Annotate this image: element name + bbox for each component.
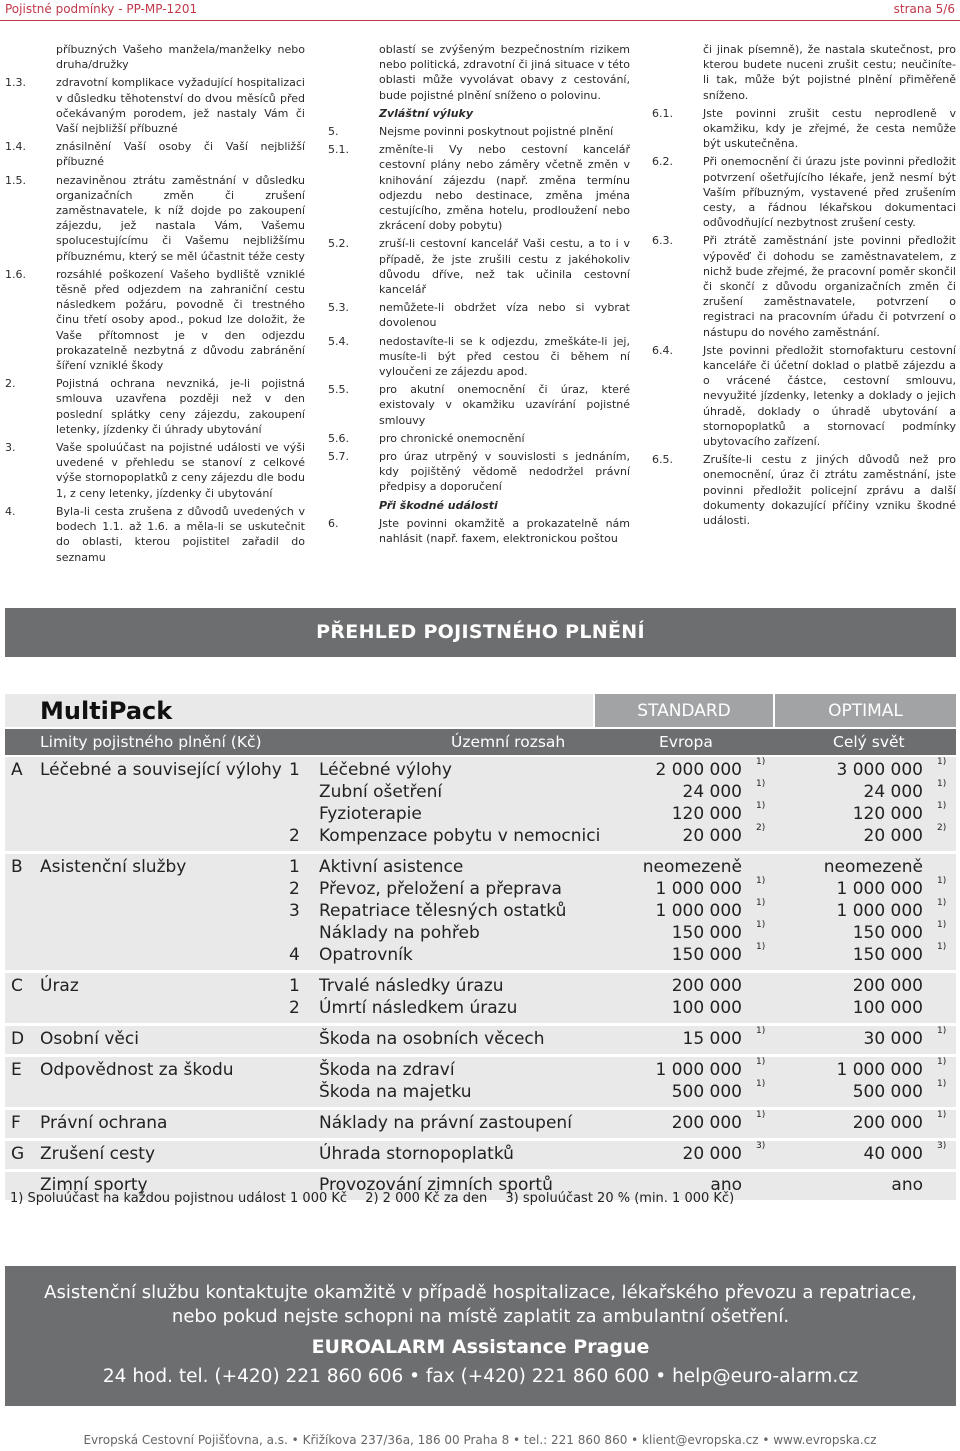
value-standard: 200 000 bbox=[671, 976, 742, 996]
text-column-3 bbox=[652, 42, 956, 531]
clause: 5.4. nedostavíte-li se k odjezdu, zmeškáte-li jej, musíte-li být před cestou či během ní vyloučeni ze zájezdu apod. bbox=[328, 334, 630, 379]
plan-optimal-header: OPTIMAL bbox=[775, 694, 956, 727]
footnote-ref: 1) bbox=[756, 876, 766, 886]
product-header bbox=[5, 694, 593, 727]
benefit-name: Kompenzace pobytu v nemocnici bbox=[319, 826, 601, 846]
benefit-row bbox=[5, 876, 956, 901]
benefit-name: Aktivní asistence bbox=[319, 857, 464, 877]
value-optimal: 3 000 000 bbox=[836, 760, 923, 780]
row-number: 3 bbox=[289, 901, 300, 921]
row-number: 2 bbox=[289, 879, 300, 899]
footnote-ref: 1) bbox=[756, 757, 766, 767]
clause: 6.2. Při onemocnění či úrazu jste povinni předložit potvrzení ošetřujícího lékaře, jenž nesmí být Vaším příbuzným, vystavené před zrušením cesty, a řádnou lékařskou dokumentaci odůvodňující nezbytnost zrušení cesty. bbox=[652, 155, 956, 230]
limits-label: Limity pojistného plnění (Kč) bbox=[40, 733, 262, 751]
benefit-name: Škoda na majetku bbox=[319, 1082, 472, 1102]
value-optimal: 1 000 000 bbox=[836, 879, 923, 899]
assistance-contact-box bbox=[5, 1266, 956, 1406]
benefit-block bbox=[5, 854, 956, 970]
block-letter: F bbox=[11, 1113, 21, 1133]
footnote-ref: 1) bbox=[756, 801, 766, 811]
clause: 5.7. pro úraz utrpěný v souvislosti s jednáním, kdy pojištěný vědomě nedodržel právní předpisy a doporučení bbox=[328, 450, 630, 494]
footnote-ref: 1) bbox=[937, 801, 947, 811]
benefit-name: Provozování zimních sportů bbox=[319, 1175, 553, 1195]
value-standard: neomezeně bbox=[642, 857, 742, 877]
value-standard: 20 000 bbox=[682, 826, 742, 846]
clause: 6.3. Při ztrátě zaměstnání jste povinni předložit výpověď či dohodu se zaměstnavatelem, z nichž bude zřejmé, že pracovní poměr skončil či skončí z důvodu organizačních změn či zrušení zaměstnavatele, potvrzení o registraci na pracovním úřadu či potvrzení o nástupu do nového zaměstnání. bbox=[652, 234, 956, 339]
value-standard: 150 000 bbox=[671, 923, 742, 943]
block-category: Léčebné a související výlohy bbox=[40, 760, 282, 780]
footnote-ref: 1) bbox=[937, 1026, 947, 1036]
footnote-ref: 1) bbox=[937, 757, 947, 767]
benefit-block bbox=[5, 1110, 956, 1138]
clause: 5.1. změníte-li Vy nebo cestovní kancelář cestovní plány nebo záměry včetně změn v knihování zájezdu (např. změna termínu odjezdu nebo destinace, změna jména cestujícího, změna hotelu, prodloužení nebo zkrácení doby pobytu) bbox=[328, 143, 630, 233]
value-standard: ano bbox=[710, 1175, 742, 1195]
table-subheader bbox=[5, 729, 956, 755]
value-optimal: 200 000 bbox=[852, 1113, 923, 1133]
row-number: 2 bbox=[289, 826, 300, 846]
clause: 5.2. zruší-li cestovní kancelář Vaši cestu, a to i v případě, že jste zrušili cestu z jakéhokoliv důvodu dříve, než tak učinila cestovní kancelář bbox=[328, 237, 630, 297]
footnote-ref: 1) bbox=[937, 876, 947, 886]
clause: 5.6. pro chronické onemocnění bbox=[328, 431, 525, 445]
block-letter: E bbox=[11, 1060, 22, 1080]
footnote-ref: 2) bbox=[756, 823, 766, 833]
value-standard: 500 000 bbox=[671, 1082, 742, 1102]
clause: 6.4. Jste povinni předložit stornofakturu cestovní kanceláře či účetní doklad o platbě zájezdu a o vrácené částce, cestovní smlouvu, nevyužité jízdenky, letenky a doklady o jejich úhradě, doklady o úhradě ubytování a stornopoplatků a stornovací podmínky ubytovacího zařízení. bbox=[652, 343, 956, 449]
block-category: Úraz bbox=[40, 976, 79, 996]
benefit-row bbox=[5, 1141, 956, 1166]
benefits-table bbox=[5, 694, 956, 1195]
header-rule bbox=[0, 20, 960, 21]
benefit-block bbox=[5, 1026, 956, 1054]
block-category: Odpovědnost za škodu bbox=[40, 1060, 234, 1080]
value-optimal: 150 000 bbox=[852, 945, 923, 965]
footnote-ref: 1) bbox=[937, 1110, 947, 1120]
benefit-name: Zubní ošetření bbox=[319, 782, 443, 802]
benefit-name: Opatrovník bbox=[319, 945, 413, 965]
value-optimal: 150 000 bbox=[852, 923, 923, 943]
clause: 3. Vaše spoluúčast na pojistné události ve výši uvedené v přehledu se stanoví z celkové výše stornopoplatků z ceny zájezdu dle bodu 1, z ceny letenky, jízdenky či ubytování bbox=[5, 441, 305, 500]
value-standard: 24 000 bbox=[682, 782, 742, 802]
document-title: Pojistné podmínky - PP-MP-1201 bbox=[5, 2, 198, 16]
block-letter: G bbox=[11, 1144, 25, 1164]
benefit-name: Úmrtí následkem úrazu bbox=[319, 998, 518, 1018]
plan-standard-header: STANDARD bbox=[595, 694, 773, 727]
paragraph: či jinak písemně), že nastala skutečnost, pro kterou budete nuceni zrušit cestu; neučiníte-li tak, může být pojistné plnění přiměřeně sníženo. bbox=[703, 43, 956, 102]
benefit-row bbox=[5, 998, 956, 1020]
benefit-name: Trvalé následky úrazu bbox=[319, 976, 504, 996]
territory-standard: Evropa bbox=[659, 733, 713, 751]
block-category: Asistenční služby bbox=[40, 857, 187, 877]
footnote-ref: 1) bbox=[756, 1110, 766, 1120]
block-letter: B bbox=[11, 857, 23, 877]
clause: 2. Pojistná ochrana nevzniká, je-li pojistná smlouva uzavřena později než v den poslední splátky ceny zájezdu, zakoupení letenky, jízdenky či úhrady ubytování bbox=[5, 377, 305, 436]
footnote-ref: 1) bbox=[756, 1079, 766, 1089]
benefit-row bbox=[5, 757, 956, 782]
clause: 4. Byla-li cesta zrušena z důvodů uvedených v bodech 1.1. až 1.6. a měla-li se uskutečnit do oblasti, kterou pojistitel zařadil do seznamu bbox=[5, 504, 305, 564]
value-standard: 20 000 bbox=[682, 1144, 742, 1164]
clause: 1.5. nezaviněnou ztrátu zaměstnání v důsledku organizačních změn či zrušení zaměstnavatele, k níž dojde po zakoupení zájezdu, jež nastala Vám, Vašemu spolucestujícímu či Vašemu nejbližšímu příbuznému, který se měl účastnit téže cesty bbox=[5, 173, 305, 263]
footnote-ref: 2) bbox=[937, 823, 947, 833]
value-optimal: 100 000 bbox=[852, 998, 923, 1018]
value-optimal: 1 000 000 bbox=[836, 1060, 923, 1080]
value-optimal: neomezeně bbox=[823, 857, 923, 877]
block-category: Zrušení cesty bbox=[40, 1144, 156, 1164]
contact-line: Asistenční službu kontaktujte okamžitě v případě hospitalizace, lékařského převozu a repatriace, bbox=[44, 1282, 917, 1303]
benefit-name: Fyzioterapie bbox=[319, 804, 422, 824]
value-standard: 15 000 bbox=[682, 1029, 742, 1049]
benefit-row bbox=[5, 920, 956, 945]
benefit-block bbox=[5, 1141, 956, 1169]
benefit-row bbox=[5, 823, 956, 848]
footnote-ref: 3) bbox=[756, 1141, 766, 1151]
block-category: Zimní sporty bbox=[40, 1175, 148, 1195]
value-standard: 100 000 bbox=[671, 998, 742, 1018]
clause: 6.1. Jste povinni zrušit cestu neprodleně v okamžiku, kdy je zřejmé, že cesta nemůže být uskutečněna. bbox=[652, 106, 956, 151]
block-letter: A bbox=[11, 760, 23, 780]
footnote-ref: 1) bbox=[756, 942, 766, 952]
clause: příbuzných Vašeho manžela/manželky nebo druha/družky bbox=[56, 43, 305, 72]
footnote-ref: 1) bbox=[937, 779, 947, 789]
footnote: 1) Spoluúčast na každou pojistnou událost 1 000 Kč bbox=[10, 1191, 348, 1206]
product-name: MultiPack bbox=[40, 697, 173, 725]
clause: 1.3. zdravotní komplikace vyžadující hospitalizaci v důsledku těhotenství do dvou měsíců před očekávaným porodem, jež nastaly Vám či Vaší nejbližší příbuzné bbox=[5, 76, 305, 136]
value-optimal: 40 000 bbox=[863, 1144, 923, 1164]
assistance-name: EUROALARM Assistance Prague bbox=[311, 1336, 650, 1358]
block-letter: D bbox=[11, 1029, 25, 1049]
footnote-ref: 1) bbox=[937, 1079, 947, 1089]
assistance-phones: 24 hod. tel. (+420) 221 860 606 • fax (+420) 221 860 600 • help@euro-alarm.cz bbox=[102, 1366, 859, 1387]
benefit-row bbox=[5, 942, 956, 967]
value-standard: 2 000 000 bbox=[655, 760, 742, 780]
benefit-row bbox=[5, 1026, 956, 1051]
value-standard: 1 000 000 bbox=[655, 879, 742, 899]
page-footer: Evropská Cestovní Pojišťovna, a.s. • Křižíkova 237/36a, 186 00 Praha 8 • tel.: 221 860 860 • klient@evropska.cz • www.evropska.cz bbox=[83, 1433, 877, 1447]
footnote-ref: 1) bbox=[756, 898, 766, 908]
clause: 5. Nejsme povinni poskytnout pojistné plnění bbox=[328, 125, 614, 139]
footnote-ref: 1) bbox=[756, 1057, 766, 1067]
footnote-ref: 1) bbox=[937, 1057, 947, 1067]
benefit-row bbox=[5, 976, 956, 998]
benefit-row bbox=[5, 1057, 956, 1082]
benefit-block bbox=[5, 1057, 956, 1107]
benefit-row bbox=[5, 1079, 956, 1104]
footnote-ref: 1) bbox=[756, 920, 766, 930]
value-optimal: 20 000 bbox=[863, 826, 923, 846]
benefit-name: Repatriace tělesných ostatků bbox=[319, 901, 567, 921]
value-standard: 1 000 000 bbox=[655, 901, 742, 921]
row-number: 1 bbox=[289, 857, 300, 877]
value-standard: 1 000 000 bbox=[655, 1060, 742, 1080]
value-optimal: 200 000 bbox=[852, 976, 923, 996]
value-standard: 120 000 bbox=[671, 804, 742, 824]
benefit-block bbox=[5, 973, 956, 1023]
value-optimal: 30 000 bbox=[863, 1029, 923, 1049]
text-column-1 bbox=[5, 42, 305, 568]
text-column-2 bbox=[328, 42, 630, 549]
section-heading: Při škodné události bbox=[379, 498, 498, 512]
value-optimal: 120 000 bbox=[852, 804, 923, 824]
benefit-block bbox=[5, 757, 956, 851]
clause: 5.5. pro akutní onemocnění či úraz, které existovaly v okamžiku uzavírání pojistné smlouvy bbox=[328, 383, 630, 427]
clause: 6. Jste povinni okamžitě a prokazatelně nám nahlásit (např. faxem, elektronickou poštou bbox=[328, 516, 630, 546]
block-letter: C bbox=[11, 976, 23, 996]
benefit-row bbox=[5, 779, 956, 804]
territory-label: Územní rozsah bbox=[451, 733, 566, 751]
block-category: Právní ochrana bbox=[40, 1113, 168, 1133]
value-optimal: ano bbox=[891, 1175, 923, 1195]
benefit-name: Léčebné výlohy bbox=[319, 760, 452, 780]
page-header bbox=[0, 0, 960, 20]
benefit-name: Škoda na osobních věcech bbox=[319, 1029, 545, 1049]
row-number: 2 bbox=[289, 998, 300, 1018]
row-number: 4 bbox=[289, 945, 300, 965]
section-heading: Zvláštní výluky bbox=[379, 106, 474, 120]
section-banner: PŘEHLED POJISTNÉHO PLNĚNÍ bbox=[5, 608, 956, 657]
benefit-row bbox=[5, 801, 956, 826]
value-standard: 200 000 bbox=[671, 1113, 742, 1133]
footnote-ref: 1) bbox=[937, 942, 947, 952]
benefit-row bbox=[5, 1110, 956, 1135]
benefit-row bbox=[5, 898, 956, 923]
contact-line: nebo pokud nejste schopni na místě zaplatit za ambulantní ošetření. bbox=[171, 1306, 790, 1327]
benefit-name: Převoz, přeložení a přeprava bbox=[319, 879, 562, 899]
clause: 1.4. znásilnění Vaší osoby či Vaší nejbližší příbuzné bbox=[5, 140, 305, 169]
value-optimal: 500 000 bbox=[852, 1082, 923, 1102]
benefit-name: Náklady na právní zastoupení bbox=[319, 1113, 572, 1133]
page-number: strana 5/6 bbox=[893, 2, 955, 16]
benefit-row bbox=[5, 857, 956, 879]
row-number: 1 bbox=[289, 976, 300, 996]
footnote: 2) 2 000 Kč za den bbox=[365, 1191, 488, 1206]
clause: 5.3. nemůžete-li obdržet víza nebo si vybrat dovolenou bbox=[328, 301, 630, 330]
clause: 6.5. Zrušíte-li cestu z jiných důvodů než pro onemocnění, úraz či ztrátu zaměstnání, jste povinni předložit policejní zprávu a další dokumenty dokazující příčiny vzniku škodné události. bbox=[652, 453, 956, 528]
territory-optimal: Celý svět bbox=[833, 733, 905, 751]
footnote-ref: 1) bbox=[756, 1026, 766, 1036]
footnote-ref: 1) bbox=[937, 898, 947, 908]
benefit-name: Škoda na zdraví bbox=[319, 1060, 455, 1080]
benefit-name: Náklady na pohřeb bbox=[319, 923, 480, 943]
row-number: 1 bbox=[289, 760, 300, 780]
value-optimal: 24 000 bbox=[863, 782, 923, 802]
footnote-ref: 3) bbox=[937, 1141, 947, 1151]
value-standard: 150 000 bbox=[671, 945, 742, 965]
footnotes bbox=[10, 1191, 748, 1206]
footnote-ref: 1) bbox=[756, 779, 766, 789]
value-optimal: 1 000 000 bbox=[836, 901, 923, 921]
clause: 1.6. rozsáhlé poškození Vašeho bydliště vzniklé těsně před odjezdem na zahraniční cestu následkem požáru, povodně či trestného činu třetí osoby apod., pokud lze doložit, že Vaše přítomnost je v den odjezdu prokazatelně nezbytná z důvodu zabránění šíření vzniklé škody bbox=[5, 267, 305, 373]
footnote: 3) spoluúčast 20 % (min. 1 000 Kč) bbox=[505, 1191, 735, 1206]
footnote-ref: 1) bbox=[937, 920, 947, 930]
benefit-name: Úhrada stornopoplatků bbox=[319, 1144, 514, 1164]
block-category: Osobní věci bbox=[40, 1029, 139, 1049]
paragraph: oblastí se zvýšeným bezpečnostním rizikem nebo politická, zdravotní či jiná situace v této oblasti může vyvolávat obavy z cestování, bude pojistné plnění sníženo o polovinu. bbox=[379, 43, 630, 102]
